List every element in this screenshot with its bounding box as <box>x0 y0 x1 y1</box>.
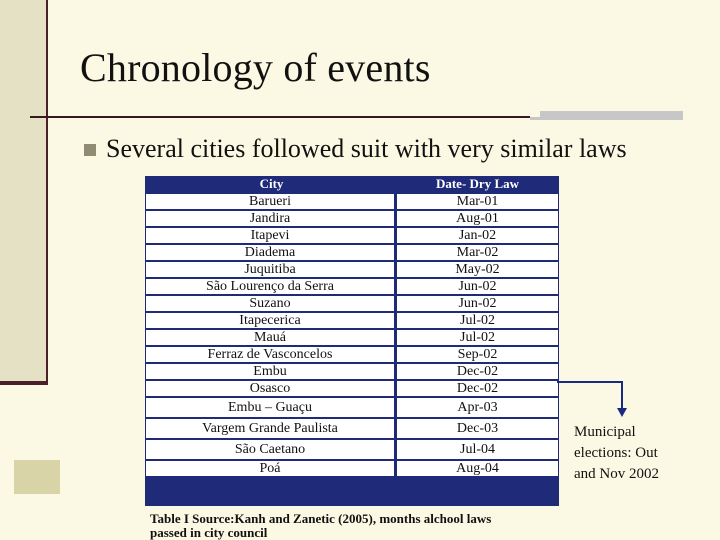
cell-city: Poá <box>146 459 397 476</box>
cell-date: Dec-02 <box>397 379 558 396</box>
slide-title: Chronology of events <box>80 45 431 90</box>
title-underline <box>30 116 530 118</box>
cell-city: Itapevi <box>146 226 397 243</box>
dry-law-table <box>146 176 558 476</box>
cell-city: Juquitiba <box>146 260 397 277</box>
table-row <box>146 345 558 362</box>
title-underline-accent-lower <box>530 117 683 120</box>
decorative-square <box>14 460 60 494</box>
note-line-3: and Nov 2002 <box>574 466 659 482</box>
table-row <box>146 379 558 396</box>
caption-line-1: Table I Source:Kanh and Zanetic (2005), months alchool laws <box>150 511 492 526</box>
callout-arrow-horizontal <box>557 381 623 383</box>
left-band-bottom-rule <box>0 381 48 385</box>
callout-arrow-vertical <box>621 381 623 411</box>
table-row <box>146 209 558 226</box>
table-caption <box>150 512 570 540</box>
table-row <box>146 362 558 379</box>
note-line-2: elections: Out <box>574 445 658 461</box>
cell-date: Jul-02 <box>397 311 558 328</box>
bullet-item <box>84 134 627 164</box>
square-bullet-icon <box>84 144 96 156</box>
cell-date: Mar-01 <box>397 192 558 209</box>
cell-date: Aug-04 <box>397 459 558 476</box>
table-row <box>146 396 558 417</box>
cell-date: Jul-04 <box>397 438 558 459</box>
table-row <box>146 294 558 311</box>
cell-date: Jul-02 <box>397 328 558 345</box>
note-line-1: Municipal <box>574 424 636 440</box>
cell-date: Dec-02 <box>397 362 558 379</box>
cell-city: São Caetano <box>146 438 397 459</box>
cell-city: São Lourenço da Serra <box>146 277 397 294</box>
cell-city: Itapecerica <box>146 311 397 328</box>
table-header-row <box>146 176 558 192</box>
cell-city: Diadema <box>146 243 397 260</box>
left-decorative-band <box>0 0 46 383</box>
cell-date: Jan-02 <box>397 226 558 243</box>
cell-city: Barueri <box>146 192 397 209</box>
table-row <box>146 417 558 438</box>
arrow-down-icon <box>617 408 627 417</box>
cell-city: Ferraz de Vasconcelos <box>146 345 397 362</box>
cell-date: Dec-03 <box>397 417 558 438</box>
left-vertical-rule <box>46 0 48 385</box>
table-row <box>146 459 558 476</box>
table-row <box>146 328 558 345</box>
cell-date: Jun-02 <box>397 294 558 311</box>
table-row <box>146 277 558 294</box>
table-row <box>146 260 558 277</box>
dry-law-table-frame <box>145 176 559 506</box>
cell-city: Embu <box>146 362 397 379</box>
table-row <box>146 192 558 209</box>
header-city: City <box>146 176 397 192</box>
cell-city: Jandira <box>146 209 397 226</box>
cell-date: Jun-02 <box>397 277 558 294</box>
cell-city: Suzano <box>146 294 397 311</box>
cell-date: May-02 <box>397 260 558 277</box>
cell-city: Osasco <box>146 379 397 396</box>
cell-date: Apr-03 <box>397 396 558 417</box>
cell-date: Aug-01 <box>397 209 558 226</box>
cell-city: Embu – Guaçu <box>146 396 397 417</box>
table-row <box>146 438 558 459</box>
election-note <box>574 422 694 485</box>
cell-city: Mauá <box>146 328 397 345</box>
header-date: Date- Dry Law <box>397 176 558 192</box>
cell-date: Sep-02 <box>397 345 558 362</box>
table-row <box>146 226 558 243</box>
table-row <box>146 311 558 328</box>
cell-city: Vargem Grande Paulista <box>146 417 397 438</box>
bullet-text: Several cities followed suit with very similar laws <box>106 134 627 163</box>
table-row <box>146 243 558 260</box>
caption-line-2: passed in city council <box>150 525 268 540</box>
cell-date: Mar-02 <box>397 243 558 260</box>
